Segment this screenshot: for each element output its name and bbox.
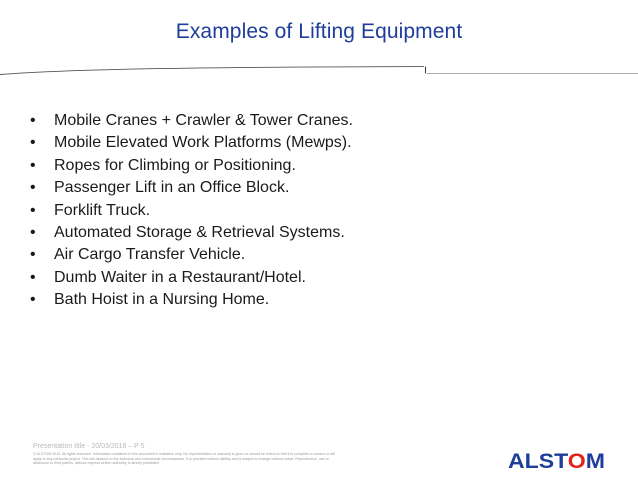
bullet-item <box>30 110 353 132</box>
bullet-item <box>30 132 353 154</box>
bullet-item <box>30 289 353 311</box>
bullet-item <box>30 177 353 199</box>
alstom-logo-text: ALST OM <box>508 450 604 471</box>
bullet-dot-icon: • <box>30 246 36 264</box>
bullet-dot-icon: • <box>30 156 36 174</box>
bullet-text: Forklift Truck. <box>54 201 151 219</box>
bullet-dot-icon: • <box>30 134 36 152</box>
bullet-dot-icon: • <box>30 179 36 197</box>
bullet-item <box>30 155 353 177</box>
bullet-text: Bath Hoist in a Nursing Home. <box>54 291 270 309</box>
bullet-item <box>30 200 353 222</box>
header-divider <box>0 58 638 84</box>
bullet-text: Passenger Lift in an Office Block. <box>54 179 290 197</box>
bullet-dot-icon: • <box>30 224 36 242</box>
alstom-logo <box>508 449 608 471</box>
header-divider-curve <box>0 67 424 75</box>
bullet-text: Air Cargo Transfer Vehicle. <box>54 246 246 264</box>
slide-title: Examples of Lifting Equipment <box>175 20 463 43</box>
bullet-text: Mobile Cranes + Crawler & Tower Cranes. <box>54 112 353 129</box>
bullet-dot-icon: • <box>30 201 36 219</box>
bullet-text: Ropes for Climbing or Positioning. <box>54 156 296 174</box>
bullet-dot-icon: • <box>30 112 36 129</box>
bullet-item <box>30 222 353 244</box>
bullet-item <box>30 267 353 289</box>
bullet-text: Mobile Elevated Work Platforms (Mewps). <box>54 134 352 152</box>
bullet-list <box>30 110 353 312</box>
bullet-text: Dumb Waiter in a Restaurant/Hotel. <box>54 268 306 286</box>
bullet-text: Automated Storage & Retrieval Systems. <box>54 224 345 242</box>
bullet-dot-icon: • <box>30 268 36 286</box>
footer-presentation-info: Presentation title - 20/03/2016 – P 5 <box>33 443 145 450</box>
bullet-item <box>30 244 353 266</box>
bullet-dot-icon: • <box>30 291 36 309</box>
footer-legal-text: © ALSTOM 2013. All rights reserved. Information contained in this document is indicative only. No representation or warranty is given or should be relied on that it is complete or correct or will apply to any particular project. This will depend on the technical and commercial circumstances. It is provided without liability and is subject to change without notice. Reproduction, use or disclosure to third parties, without express written authority, is strictly prohibited. <box>33 452 335 466</box>
